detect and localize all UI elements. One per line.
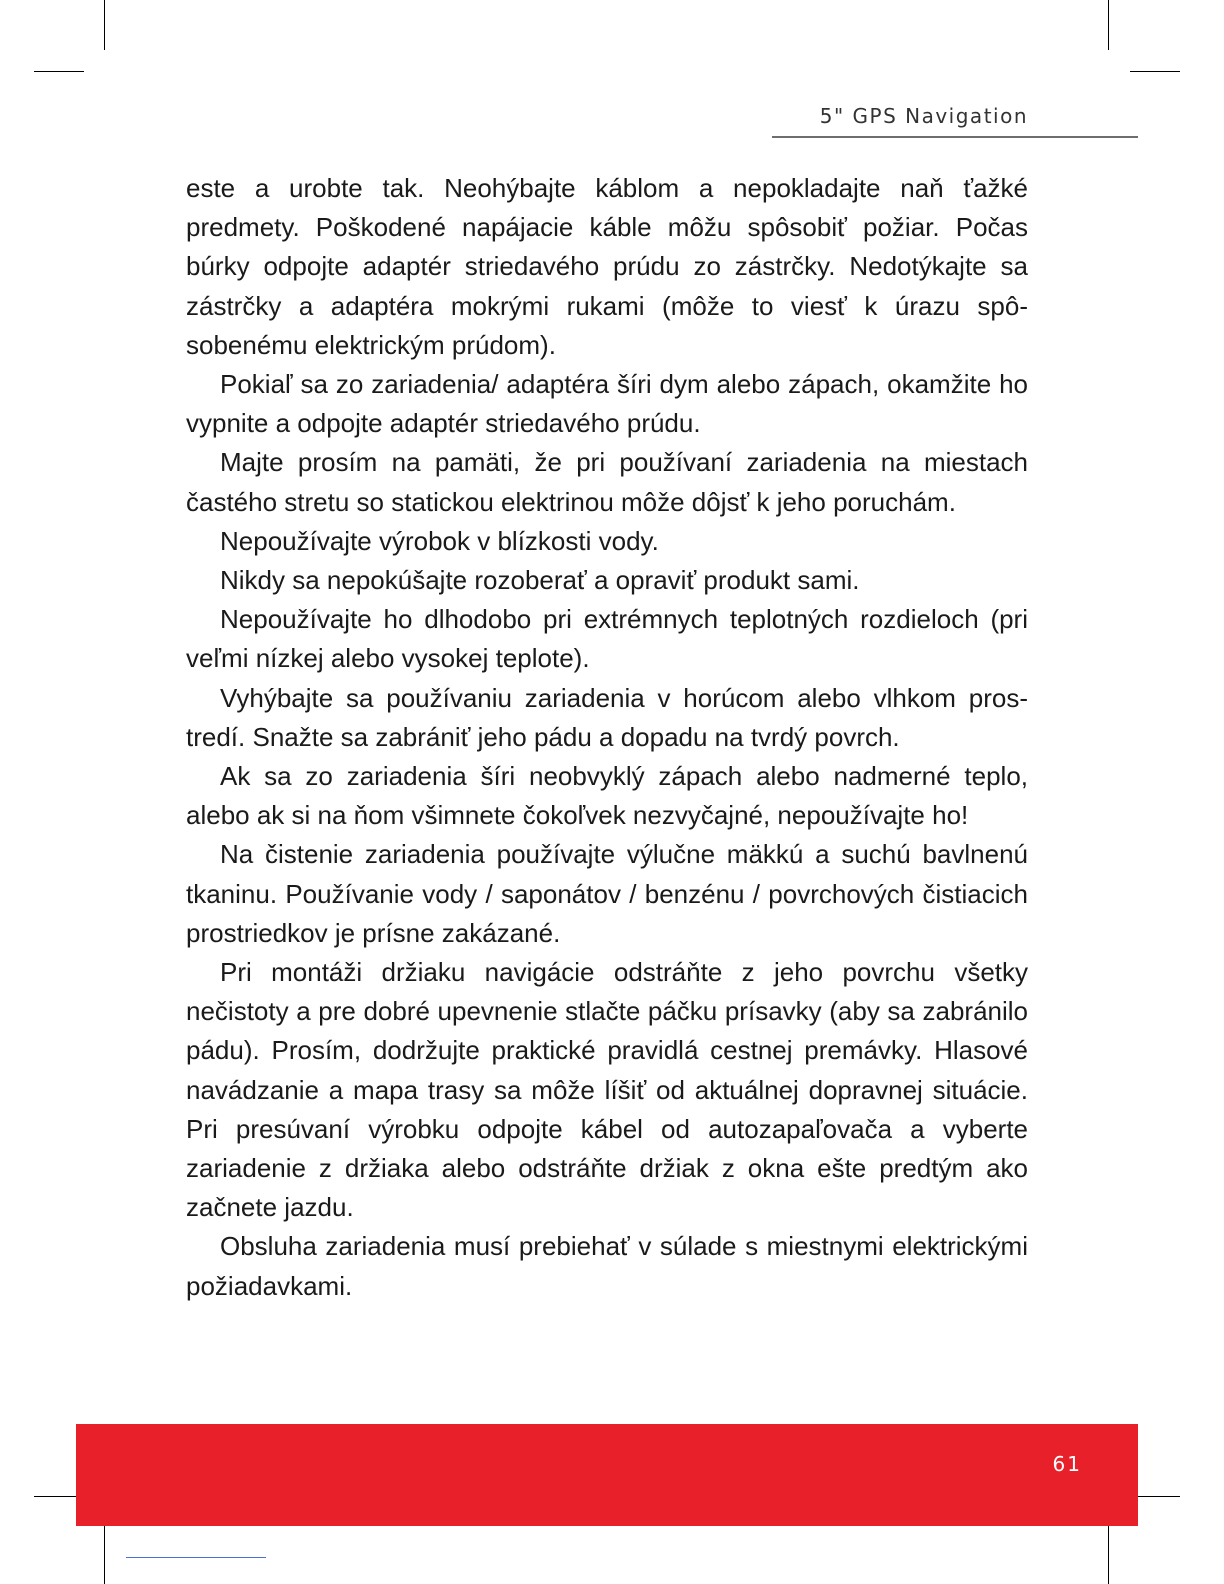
paragraph-2: Pokiaľ sa zo zariadenia/ adaptéra šíri dym alebo zápach, okamžite ho vypnite a odpojte adaptér striedavého prúdu. [186,369,1028,439]
paragraph-9: Na čistenie zariadenia používajte výlučne mäkkú a suchú bavlnenú tkaninu. Používanie vody / saponátov / benzénu / povrchových čistiacich prostriedkov je prísne zakázané. [186,839,1028,948]
paragraph-6: Nepoužívajte ho dlhodobo pri extrémnych teplotných rozdieloch (pri veľmi nízkej alebo vysokej teplote). [186,604,1028,674]
paragraph-7: Vyhýbajte sa používaniu zariadenia v horúcom alebo vlhkom prostredí. Snažte sa zabrániť jeho pádu a dopadu na tvrdý povrch. [186,682,1028,752]
paragraph-10: Pri montáži držiaku navigácie odstráňte z jeho povrchu všetky nečistoty a pre dobré upevnenie stlačte páčku prísavky (aby sa zabránilo pádu). Prosím, dodržujte praktické pravidlá cestnej premávky. Hlasové navádzanie a mapa trasy sa môže líšiť od aktuálnej dopravnej situácie. Pri presúvaní výrobku odpojte kábel od autozapaľovača a vyberte zariadenie z držiaka alebo odstráňte držiak z okna ešte predtým ako začnete jazdu. [186,957,1028,1223]
crop-mark-bottom-right-vertical [1108,1518,1109,1584]
paragraph-3: Majte prosím na pamäti, že pri používaní zariadenia na miestach častého stretu so statickou elektrinou môže dôjsť k jeho poruchám. [186,447,1028,517]
paragraph-5: Nikdy sa nepokúšajte rozoberať a opraviť produkt sami. [220,565,860,596]
bottom-blue-rule [126,1557,266,1558]
body-text [186,169,1028,1306]
crop-mark-top-left-horizontal [34,71,84,72]
crop-mark-bottom-left-vertical [104,1518,105,1584]
paragraph-8: Ak sa zo zariadenia šíri neobvyklý zápach alebo nadmerné teplo, alebo ak si na ňom všimnete čokoľvek nezvyčajné, nepoužívajte ho! [186,761,1028,831]
crop-mark-top-left-vertical [104,0,105,50]
footer-band [76,1424,1138,1526]
page-number: 61 [1052,1452,1082,1476]
paragraph-1: este a urobte tak. Neohýbajte káblom a nepokladajte naň ťažké predmety. Poškodené napájacie káble môžu spôsobiť požiar. Počas búrky odpojte adaptér striedavého prúdu zo zástrčky. Nedotýkajte sa zástrčky a adaptéra mokrými rukami (môže to viesť k úrazu spôsobenému elektrickým prúdom). [186,173,1028,360]
running-header-title: 5" GPS Navigation [819,104,1028,128]
paragraph-11: Obsluha zariadenia musí prebiehať v súlade s miestnymi elektrickými požiadavkami. [186,1231,1028,1301]
crop-mark-top-right-horizontal [1130,71,1180,72]
crop-mark-top-right-vertical [1108,0,1109,50]
paragraph-4: Nepoužívajte výrobok v blízkosti vody. [220,525,659,556]
header-rule [772,136,1138,138]
